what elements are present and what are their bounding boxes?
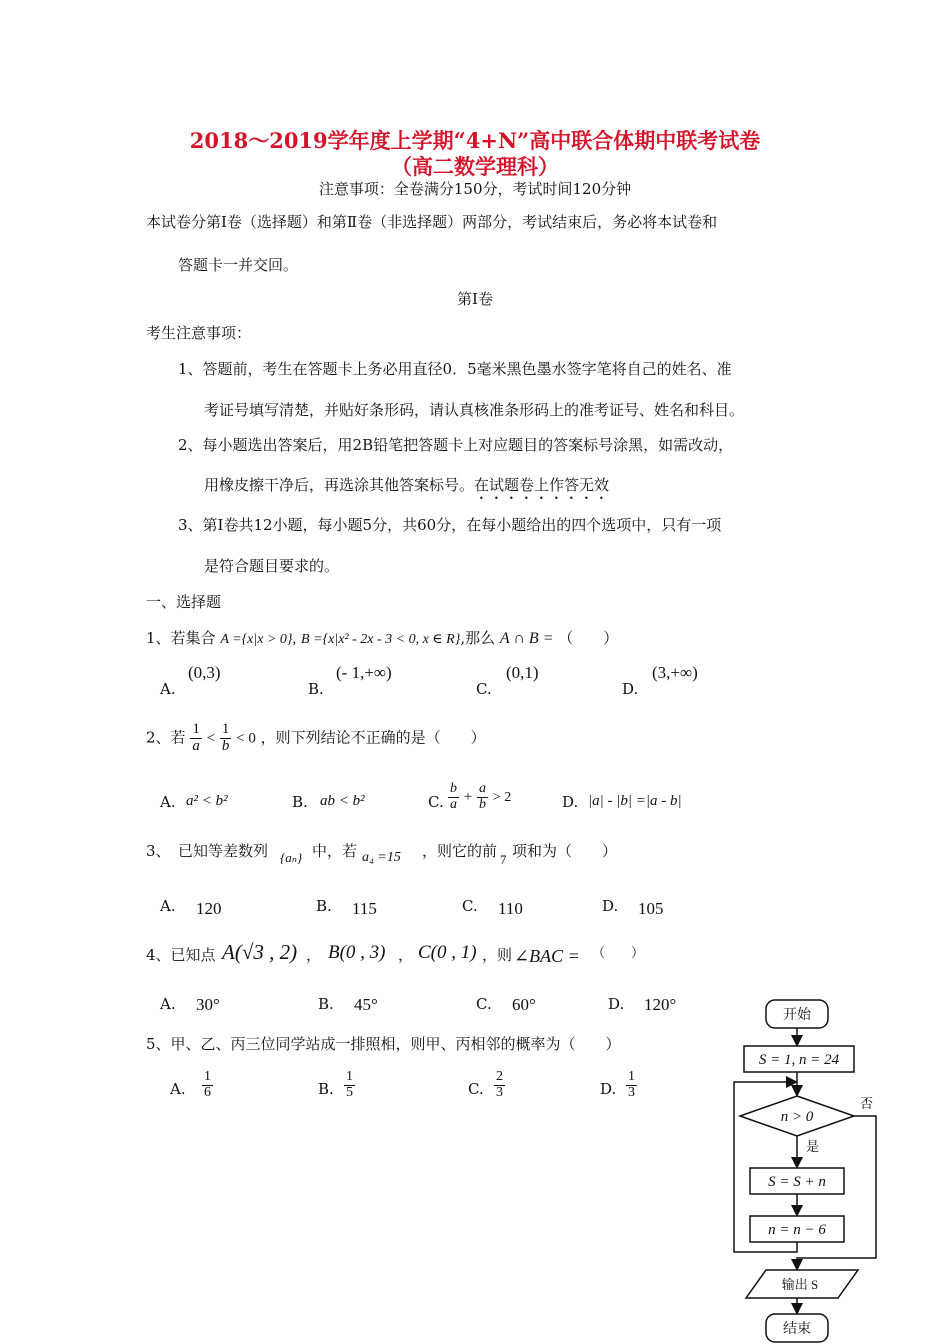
- q2-prefix: 2、若: [146, 728, 186, 747]
- q2-option-d-letter: D.: [562, 793, 579, 811]
- q5-option-b-letter: B.: [318, 1080, 334, 1098]
- q1-option-d-letter: D.: [622, 680, 639, 698]
- q4-then: ，则: [482, 946, 513, 964]
- q4-sep-1: ，: [306, 946, 322, 964]
- q1-option-a-letter: A.: [160, 680, 176, 698]
- note-3-line-1: 3、第Ⅰ卷共12小题，每小题5分，共60分，在每小题给出的四个选项中，只有一项: [178, 516, 722, 534]
- flowchart-init-label: S = 1, n = 24: [758, 1052, 840, 1068]
- q5-option-d-letter: D.: [600, 1080, 617, 1098]
- intro-line-1: 本试卷分第Ⅰ卷（选择题）和第Ⅱ卷（非选择题）两部分，考试结束后，务必将本试卷和: [146, 213, 718, 231]
- q3-option-d-value: 105: [638, 899, 664, 918]
- q5-option-b-value: $\frac{1}{5}$: [346, 1069, 353, 1100]
- q1-option-b-letter: B.: [308, 680, 324, 698]
- flowchart-step1-label: S = S + n: [768, 1174, 826, 1190]
- q3-n: 7: [500, 852, 507, 867]
- q2-option-c-letter: C.: [428, 793, 444, 811]
- flowchart-step2-label: n = n − 6: [768, 1222, 826, 1238]
- q2-fraction-1: $\frac{1}{a}$: [192, 721, 200, 754]
- q3-option-a-value: 120: [196, 899, 222, 918]
- flowchart-cond-label: n > 0: [780, 1109, 814, 1125]
- q1-expr: A ∩ B =: [499, 630, 554, 647]
- q3-suffix: 项和为（ ）: [512, 842, 618, 860]
- q1-option-c-value: (0,1): [506, 663, 539, 682]
- flowchart-yes-label: 是: [806, 1139, 820, 1154]
- note-2-emphasis: 在试题卷上作答无效: [474, 476, 610, 494]
- q4-option-d-letter: D.: [608, 995, 625, 1013]
- note-2-text: 用橡皮擦干净后，再选涂其他答案标号。: [204, 476, 475, 494]
- note-2-line-1: 2、每小题选出答案后，用2B铅笔把答题卡上对应题目的答案标号涂黑，如需改动，: [178, 436, 734, 454]
- q4-option-a-letter: A.: [160, 995, 176, 1013]
- note-1-line-2: 考证号填写清楚，并贴好条形码，请认真核准条形码上的准考证号、姓名和科目。: [204, 401, 745, 419]
- q4-point-a: A(√3 , 2): [222, 940, 298, 964]
- q4-paren: （ ）: [592, 946, 645, 961]
- intro-line-2: 答题卡一并交回。: [178, 256, 299, 274]
- q3-option-b-value: 115: [352, 899, 377, 918]
- q2-option-b-value: ab < b²: [320, 793, 365, 809]
- q3-option-b-letter: B.: [316, 897, 332, 915]
- q4-sep-2: ，: [398, 946, 414, 964]
- q3-sequence: {aₙ}: [280, 850, 303, 865]
- note-3-line-2: 是符合题目要求的。: [204, 557, 340, 575]
- q5-option-d-value: $\frac{1}{3}$: [628, 1069, 635, 1100]
- flowchart: [726, 996, 896, 1344]
- q2-suffix: ，则下列结论不正确的是（ ）: [260, 728, 486, 747]
- q4-option-a-value: 30°: [196, 995, 220, 1014]
- q5-option-a-value: $\frac{1}{6}$: [204, 1069, 211, 1100]
- exam-subtitle: （高二数学理科）: [391, 154, 559, 179]
- exam-title: 2018～2019学年度上学期“4+N”高中联合体期中联考试卷: [189, 128, 761, 153]
- q4-option-b-letter: B.: [318, 995, 334, 1013]
- q2-lt: <: [206, 730, 216, 747]
- q5-option-c-value: $\frac{2}{3}$: [496, 1069, 503, 1100]
- q4-option-d-value: 120°: [644, 995, 677, 1014]
- exam-notice: 注意事项：全卷满分150分，考试时间120分钟: [318, 180, 632, 198]
- q3-option-d-letter: D.: [602, 897, 619, 915]
- question-5: 5、甲、乙、丙三位同学站成一排照相，则甲、丙相邻的概率为（ ）: [146, 1035, 621, 1053]
- q4-option-c-value: 60°: [512, 995, 536, 1014]
- q4-prefix: 4、已知点: [146, 946, 216, 964]
- q3-mid2: ，则它的前: [422, 842, 498, 860]
- q4-option-c-letter: C.: [476, 995, 492, 1013]
- flowchart-start-label: 开始: [783, 1008, 811, 1023]
- q2-option-c-value: $\frac{b}{a}$ + $\frac{a}{b}$ > 2: [450, 781, 512, 812]
- q5-option-c-letter: C.: [468, 1080, 484, 1098]
- q4-option-b-value: 45°: [354, 995, 378, 1014]
- q4-point-b: B(0 , 3): [328, 942, 386, 963]
- q2-tail: < 0: [236, 730, 256, 747]
- choice-heading: 一、选择题: [146, 593, 222, 611]
- q4-point-c: C(0 , 1): [418, 942, 477, 963]
- q2-fraction-2: $\frac{1}{b}$: [221, 721, 230, 754]
- q1-set-a: A ={x|x > 0}: [220, 632, 293, 647]
- part-title: 第Ⅰ卷: [457, 290, 493, 308]
- q2-option-d-value: |a| - |b| =|a - b|: [588, 793, 682, 809]
- q3-mid: 中，若: [312, 842, 358, 860]
- q1-option-c-letter: C.: [476, 680, 492, 698]
- flowchart-output-label: 输出 S: [781, 1277, 819, 1292]
- question-1: 1、若集合 A ={x|x > 0}, B ={x|x² - 2x - 3 < 0, x ∈ R},那么 A ∩ B = （ ）: [146, 629, 619, 647]
- q3-option-a-letter: A.: [160, 897, 176, 915]
- q3-condition: a₄ =15: [362, 850, 401, 865]
- q1-prefix: 1、若集合: [146, 629, 216, 647]
- q1-paren: （ ）: [558, 629, 619, 647]
- q2-option-a-letter: A.: [160, 793, 176, 811]
- question-2: [146, 722, 486, 755]
- q1-option-d-value: (3,+∞): [652, 663, 698, 682]
- q1-option-b-value: (- 1,+∞): [336, 663, 392, 682]
- q3-prefix: 3、 已知等差数列: [146, 842, 269, 860]
- note-2-line-2: [204, 474, 609, 503]
- q3-option-c-letter: C.: [462, 897, 478, 915]
- notes-heading: 考生注意事项：: [146, 324, 252, 342]
- note-1-line-1: 1、答题前，考生在答题卡上务必用直径0．5毫米黑色墨水签字笔将自己的姓名、准: [178, 360, 732, 378]
- q2-option-b-letter: B.: [292, 793, 308, 811]
- q3-option-c-value: 110: [498, 899, 523, 918]
- q5-option-a-letter: A.: [170, 1080, 186, 1098]
- q2-option-a-value: a² < b²: [186, 793, 228, 809]
- q1-option-a-value: (0,3): [188, 663, 221, 682]
- q1-suffix: ,那么: [460, 629, 496, 647]
- q1-set-b: B ={x|x² - 2x - 3 < 0, x ∈ R}: [301, 632, 461, 647]
- flowchart-no-label: 否: [860, 1096, 874, 1111]
- q4-angle: ∠BAC =: [514, 946, 580, 966]
- flowchart-end-label: 结束: [783, 1322, 811, 1337]
